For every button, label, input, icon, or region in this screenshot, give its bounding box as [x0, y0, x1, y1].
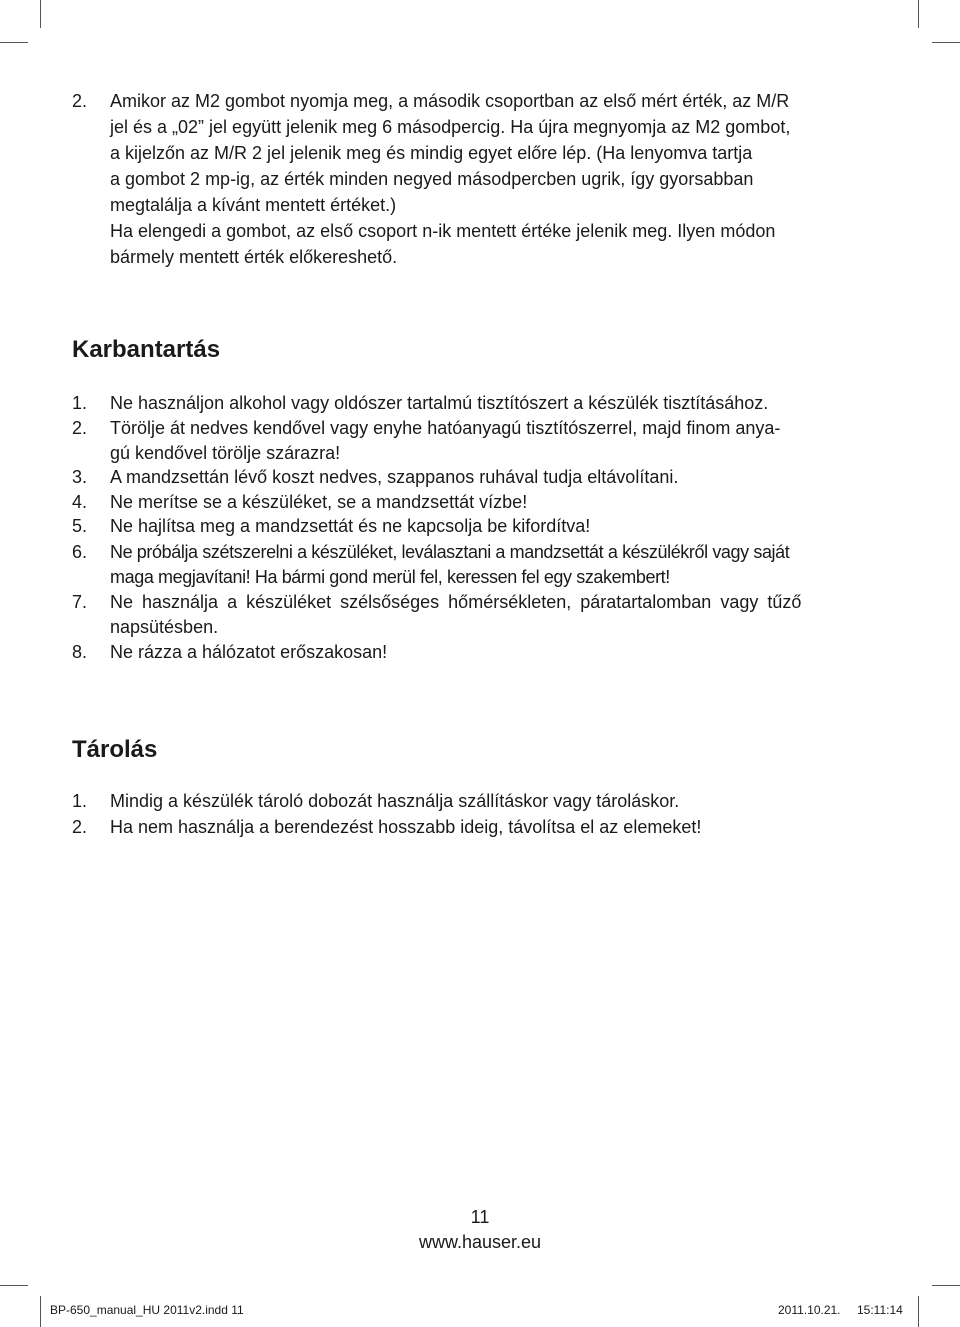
list-item [72, 489, 902, 515]
item-line: Ne használjon alkohol vagy oldószer tartalmú tisztítószert a készülék tisztításához. [110, 393, 769, 413]
section-heading-storage: Tárolás [72, 736, 158, 763]
item-line: Ne merítse se a készüléket, se a mandzsettát vízbe! [110, 492, 528, 512]
item-number: 5. [72, 516, 88, 536]
page-number: 11 [470, 1207, 490, 1227]
item-line: Amikor az M2 gombot nyomja meg, a második csoportban az első mért érték, az M/R [110, 91, 790, 111]
list-item [72, 415, 902, 467]
item-number: 1. [72, 791, 88, 811]
item-line: Ne használja a készüléket szélsőséges hőmérsékleten, páratartalomban vagy tűző [110, 592, 802, 612]
slug-divider [40, 1296, 41, 1327]
list-item [72, 639, 902, 665]
item-number: 4. [72, 492, 88, 512]
item-number: 7. [72, 592, 88, 612]
item-number: 6. [72, 542, 88, 562]
crop-mark [932, 1285, 960, 1286]
item-line: a kijelzőn az M/R 2 jel jelenik meg és mindig egyet előre lép. (Ha lenyomva tartja [110, 143, 753, 163]
crop-mark [0, 42, 28, 43]
list-item [72, 464, 902, 490]
item-line: maga megjavítani! Ha bármi gond merül fel, keressen fel egy szakembert! [110, 567, 670, 587]
item-line: Ne próbálja szétszerelni a készüléket, leválasztani a mandzsettát a készülékről vagy saját [110, 542, 790, 562]
item-number: 2. [72, 418, 88, 438]
item-number: 8. [72, 642, 88, 662]
slug-date: 2011.10.21. [778, 1303, 841, 1317]
item-line: napsütésben. [110, 617, 219, 637]
item-line: Törölje át nedves kendővel vagy enyhe hatóanyagú tisztítószerrel, majd finom anya- [110, 418, 781, 438]
item-line: Mindig a készülék tároló dobozát használja szállításkor vagy tároláskor. [110, 791, 680, 811]
list-item [72, 589, 902, 641]
item-number: 2. [72, 817, 88, 837]
item-number: 3. [72, 467, 88, 487]
list-item [72, 390, 902, 416]
crop-mark [0, 1285, 28, 1286]
section-heading-maintenance: Karbantartás [72, 336, 221, 363]
item-line: jel és a „02” jel együtt jelenik meg 6 másodpercig. Ha újra megnyomja az M2 gombot, [110, 117, 791, 137]
list-item [72, 814, 902, 840]
item-number: 1. [72, 393, 88, 413]
item-number: 2. [72, 91, 88, 111]
instruction-item [72, 88, 902, 270]
item-line: Ne rázza a hálózatot erőszakosan! [110, 642, 388, 662]
crop-mark [932, 42, 960, 43]
website-link[interactable]: www.hauser.eu [418, 1232, 542, 1252]
item-line: a gombot 2 mp-ig, az érték minden negyed másodpercben ugrik, így gyorsabban [110, 169, 754, 189]
item-line: A mandzsettán lévő koszt nedves, szappanos ruhával tudja eltávolítani. [110, 467, 679, 487]
item-line: megtalálja a kívánt mentett értéket.) [110, 195, 397, 215]
slug-divider [918, 1296, 919, 1327]
slug-filename: BP-650_manual_HU 2011v2.indd 11 [50, 1303, 244, 1317]
item-line: gú kendővel törölje szárazra! [110, 443, 341, 463]
list-item [72, 788, 902, 814]
item-line: Ha elengedi a gombot, az első csoport n-ik mentett értéke jelenik meg. Ilyen módon [110, 221, 776, 241]
slug-time: 15:11:14 [857, 1303, 903, 1317]
item-line: Ha nem használja a berendezést hosszabb ideig, távolítsa el az elemeket! [110, 817, 702, 837]
item-line: bármely mentett érték előkereshető. [110, 247, 398, 267]
crop-mark [918, 0, 919, 28]
list-item [72, 539, 902, 591]
crop-mark [40, 0, 41, 28]
item-line: Ne hajlítsa meg a mandzsettát és ne kapcsolja be kifordítva! [110, 516, 591, 536]
list-item [72, 513, 902, 539]
